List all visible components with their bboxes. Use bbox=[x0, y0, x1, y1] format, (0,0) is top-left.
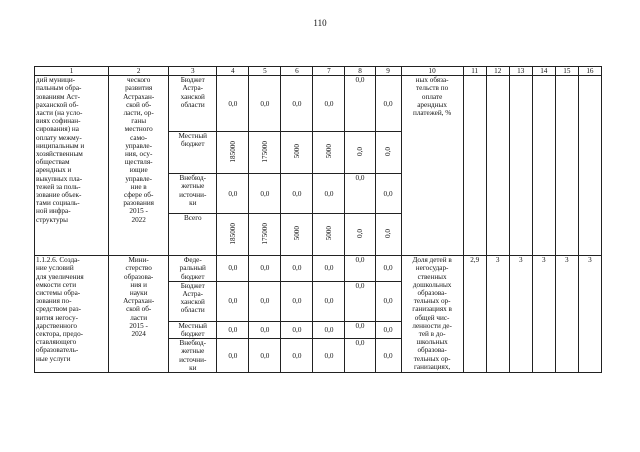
value-v5 bbox=[249, 321, 281, 338]
value-col9-text: 0,0 bbox=[383, 99, 393, 108]
column-number-text: 9 bbox=[386, 67, 390, 75]
value-v4 bbox=[217, 321, 249, 338]
value-v7-text: 0,0 bbox=[324, 325, 334, 334]
column-number bbox=[375, 67, 401, 76]
column-number bbox=[509, 67, 532, 76]
funding-source-text: Внебюд- жетные источни- ки bbox=[179, 174, 207, 207]
column-number bbox=[345, 67, 375, 76]
value-v4-text: 0,0 bbox=[228, 264, 238, 273]
value-col8 bbox=[345, 214, 375, 256]
target-cell-text: 3 bbox=[495, 256, 500, 265]
column-number-text: 16 bbox=[586, 67, 594, 75]
column-number bbox=[401, 67, 463, 76]
funding-source-text: Внебюд- жетные источни- ки bbox=[179, 339, 207, 372]
value-v6 bbox=[281, 256, 313, 282]
value-col8 bbox=[345, 321, 375, 338]
target-cell-text: 3 bbox=[518, 256, 523, 265]
value-col8 bbox=[345, 174, 375, 214]
column-number bbox=[217, 67, 249, 76]
activity-cell-text: 1.1.2.6. Созда- ние условий для увеличения емкости сети системы обра- зования по- средством раз- вития негосу- дарственного сектора, предо- ставляющего образователь- ные услуги bbox=[36, 256, 84, 363]
value-v4-text: 0,0 bbox=[228, 189, 238, 198]
value-v5 bbox=[249, 174, 281, 214]
column-number-text: 7 bbox=[327, 67, 331, 75]
value-col9 bbox=[375, 76, 401, 132]
target-cell bbox=[509, 256, 532, 373]
value-col9-text: 0,0 bbox=[384, 147, 393, 157]
column-number-text: 2 bbox=[136, 67, 141, 75]
value-v7-text: 0,0 bbox=[324, 264, 334, 273]
value-v6-text: 0,0 bbox=[292, 264, 302, 273]
value-v7-text: 0,0 bbox=[324, 351, 334, 360]
column-number bbox=[109, 67, 169, 76]
target-cell bbox=[463, 76, 486, 256]
value-v5-text: 0,0 bbox=[260, 99, 270, 108]
funding-source-text: Бюджет Астра- ханской области bbox=[180, 76, 205, 109]
value-col9-text: 0,0 bbox=[383, 297, 393, 306]
funding-source-text: Местный бюджет bbox=[178, 132, 208, 149]
value-col8-text: 0,0 bbox=[355, 76, 365, 85]
column-number bbox=[578, 67, 601, 76]
funding-source-text: Феде- ральный бюджет bbox=[179, 256, 206, 281]
column-number-text: 6 bbox=[295, 67, 299, 75]
value-v4-text: 0,0 bbox=[228, 325, 238, 334]
funding-source bbox=[169, 339, 217, 373]
column-number bbox=[281, 67, 313, 76]
value-v5 bbox=[249, 76, 281, 132]
target-cell bbox=[509, 76, 532, 256]
value-col8-text: 0,0 bbox=[355, 174, 365, 183]
column-number bbox=[169, 67, 217, 76]
value-v6 bbox=[281, 76, 313, 132]
target-cell bbox=[555, 256, 578, 373]
value-v7-text: 0,0 bbox=[324, 297, 334, 306]
value-v7-text: 0,0 bbox=[324, 189, 334, 198]
value-col9 bbox=[375, 132, 401, 174]
value-v7 bbox=[313, 321, 345, 338]
value-v5 bbox=[249, 214, 281, 256]
column-number-text: 10 bbox=[428, 67, 436, 75]
value-v6 bbox=[281, 214, 313, 256]
value-v7 bbox=[313, 339, 345, 373]
target-cell bbox=[555, 76, 578, 256]
target-cell-text: 3 bbox=[541, 256, 546, 265]
value-col8 bbox=[345, 281, 375, 321]
column-number bbox=[463, 67, 486, 76]
column-number-text: 11 bbox=[471, 67, 479, 75]
executor-cell-text: ческого развития Астрахан- ской об- ласти, ор- ганы местного само- управле- ния, осу- ществля- ющие управле- ние в сфере об- разования 2015 - 2022 bbox=[123, 76, 155, 224]
value-v4 bbox=[217, 256, 249, 282]
value-v5 bbox=[249, 281, 281, 321]
value-col8-text: 0,0 bbox=[355, 281, 365, 290]
value-col8-text: 0,0 bbox=[356, 147, 364, 157]
value-v5-text: 0,0 bbox=[260, 325, 270, 334]
column-number bbox=[486, 67, 509, 76]
value-v4 bbox=[217, 76, 249, 132]
value-col8-text: 0,0 bbox=[356, 229, 364, 239]
funding-source bbox=[169, 132, 217, 174]
target-cell-text: 2,9 bbox=[470, 256, 480, 265]
activity-cell bbox=[35, 256, 109, 373]
value-v6-text: 0,0 bbox=[292, 99, 302, 108]
value-col9 bbox=[375, 321, 401, 338]
target-cell bbox=[578, 76, 601, 256]
value-v5-text: 175000 bbox=[260, 222, 269, 245]
column-number-text: 15 bbox=[563, 67, 571, 75]
value-col8 bbox=[345, 339, 375, 373]
funding-row bbox=[35, 256, 602, 282]
value-v7 bbox=[313, 76, 345, 132]
value-v6 bbox=[281, 281, 313, 321]
value-v5-text: 0,0 bbox=[260, 189, 270, 198]
value-v4 bbox=[217, 214, 249, 256]
funding-source bbox=[169, 321, 217, 338]
target-cell bbox=[463, 256, 486, 373]
value-v7 bbox=[313, 281, 345, 321]
funding-source bbox=[169, 76, 217, 132]
value-v5 bbox=[249, 256, 281, 282]
value-v6-text: 5000 bbox=[292, 144, 301, 159]
funding-source bbox=[169, 281, 217, 321]
executor-cell bbox=[109, 76, 169, 256]
value-col9 bbox=[375, 174, 401, 214]
value-v5-text: 0,0 bbox=[260, 351, 270, 360]
column-number bbox=[249, 67, 281, 76]
column-number-text: 13 bbox=[517, 67, 525, 75]
page-number: 110 bbox=[313, 18, 327, 28]
value-col8 bbox=[345, 256, 375, 282]
value-col9-text: 0,0 bbox=[383, 351, 393, 360]
value-v4 bbox=[217, 132, 249, 174]
funding-source bbox=[169, 214, 217, 256]
value-v6-text: 0,0 bbox=[292, 297, 302, 306]
value-v7 bbox=[313, 174, 345, 214]
value-v6-text: 0,0 bbox=[292, 325, 302, 334]
value-v5-text: 175000 bbox=[260, 140, 269, 163]
value-col9 bbox=[375, 339, 401, 373]
indicator-cell-text: Доля детей в негосудар- ственных дошкольных образова- тельных ор- ганизациях в общей чис- ленности де- тей в до- школьных образова- тельных ор- ганизациях, bbox=[412, 256, 452, 371]
value-col9 bbox=[375, 214, 401, 256]
value-v6-text: 5000 bbox=[292, 226, 301, 241]
indicator-cell bbox=[401, 76, 463, 256]
value-col8-text: 0,0 bbox=[355, 256, 365, 265]
column-number bbox=[35, 67, 109, 76]
value-v6 bbox=[281, 321, 313, 338]
funding-source bbox=[169, 256, 217, 282]
value-col9-text: 0,0 bbox=[384, 229, 393, 239]
target-cell bbox=[532, 256, 555, 373]
value-col8 bbox=[345, 132, 375, 174]
column-number-text: 3 bbox=[190, 67, 195, 75]
activity-cell-text: дий муници- пальным обра- зованиям Аст- раханской об- ласти (на усло- виях софинан- сирования) на оплату межму- ниципальным и хозяйственным обществам арендных и выкупных пла- тежей за поль- зование объек- тами социаль- ной инфра- структуры bbox=[36, 76, 85, 224]
value-col9-text: 0,0 bbox=[383, 189, 393, 198]
funding-source-text: Всего bbox=[183, 214, 202, 223]
column-number-text: 1 bbox=[69, 67, 74, 75]
column-number-text: 4 bbox=[231, 67, 235, 75]
target-cell-text: 3 bbox=[565, 256, 569, 265]
value-v4 bbox=[217, 174, 249, 214]
column-number bbox=[532, 67, 555, 76]
activity-cell bbox=[35, 76, 109, 256]
value-col9-text: 0,0 bbox=[383, 325, 393, 334]
value-v7 bbox=[313, 256, 345, 282]
value-col8-text: 0,0 bbox=[355, 339, 365, 348]
column-number bbox=[555, 67, 578, 76]
executor-cell bbox=[109, 256, 169, 373]
column-number-text: 14 bbox=[540, 67, 548, 75]
column-number bbox=[313, 67, 345, 76]
value-v4-text: 185000 bbox=[228, 222, 237, 245]
value-v4 bbox=[217, 339, 249, 373]
indicator-cell bbox=[401, 256, 463, 373]
value-v5-text: 0,0 bbox=[260, 297, 270, 306]
value-v6 bbox=[281, 339, 313, 373]
executor-cell-text: Мини- стерство образова- ния и науки Астрахан- ской об- ласти 2015 - 2024 bbox=[123, 256, 155, 339]
column-number-row bbox=[35, 67, 602, 76]
target-cell-text: 3 bbox=[588, 256, 592, 265]
value-col8 bbox=[345, 76, 375, 132]
column-number-text: 5 bbox=[263, 67, 267, 75]
value-v5-text: 0,0 bbox=[260, 264, 270, 273]
target-cell bbox=[578, 256, 601, 373]
funding-source bbox=[169, 174, 217, 214]
indicator-cell-text: ных обяза- тельств по оплате арендных платежей, % bbox=[412, 76, 452, 118]
value-v5 bbox=[249, 132, 281, 174]
value-v6 bbox=[281, 132, 313, 174]
funding-source-text: Местный бюджет bbox=[178, 321, 208, 339]
value-col8-text: 0,0 bbox=[355, 321, 365, 330]
value-v6-text: 0,0 bbox=[292, 189, 302, 198]
funding-row bbox=[35, 76, 602, 132]
value-col9 bbox=[375, 281, 401, 321]
value-v4-text: 185000 bbox=[228, 140, 237, 163]
value-v4-text: 0,0 bbox=[228, 99, 238, 108]
value-v7-text: 5000 bbox=[324, 144, 333, 159]
value-v6-text: 0,0 bbox=[292, 351, 302, 360]
funding-source-text: Бюджет Астра- ханской области bbox=[180, 281, 205, 315]
value-v7 bbox=[313, 132, 345, 174]
value-col9-text: 0,0 bbox=[383, 264, 393, 273]
value-v7-text: 5000 bbox=[324, 226, 333, 241]
value-v4-text: 0,0 bbox=[228, 351, 238, 360]
column-number-text: 12 bbox=[494, 67, 502, 75]
program-table bbox=[34, 66, 602, 373]
value-v4 bbox=[217, 281, 249, 321]
target-cell bbox=[532, 76, 555, 256]
target-cell bbox=[486, 256, 509, 373]
value-v6 bbox=[281, 174, 313, 214]
value-v4-text: 0,0 bbox=[228, 297, 238, 306]
value-v7 bbox=[313, 214, 345, 256]
value-v7-text: 0,0 bbox=[324, 99, 334, 108]
value-col9 bbox=[375, 256, 401, 282]
column-number-text: 8 bbox=[358, 67, 362, 75]
value-v5 bbox=[249, 339, 281, 373]
target-cell bbox=[486, 76, 509, 256]
